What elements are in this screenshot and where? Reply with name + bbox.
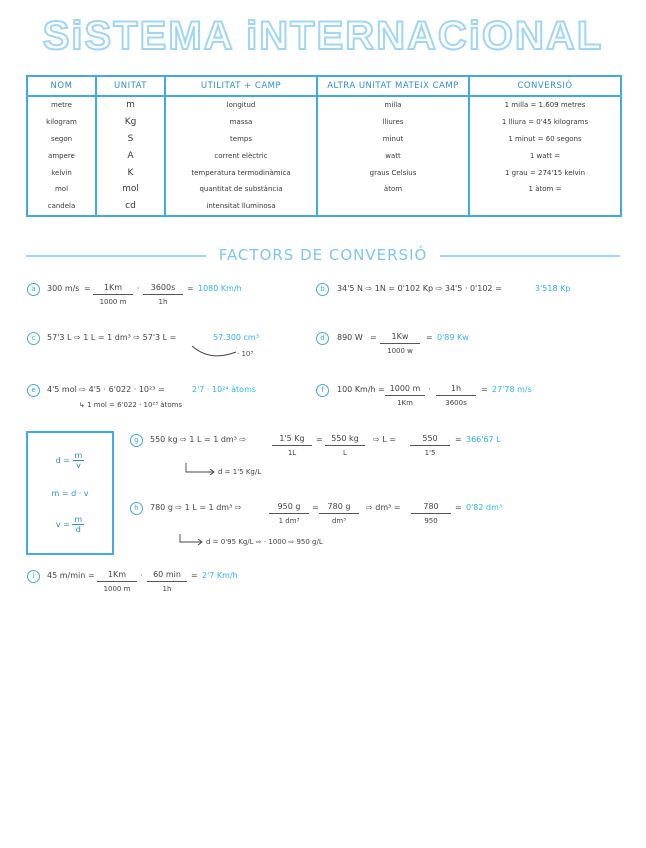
cell-unitat: mol (96, 181, 165, 198)
cell-conversio: 1 milla = 1.609 metres (469, 96, 621, 114)
cell-utilitat: corrent elèctric (165, 147, 317, 164)
section-title: FACTORS DE CONVERSIÓ (211, 246, 436, 264)
ex-a-eq1: = (84, 284, 91, 293)
ex-f-f2-num: 1h (436, 384, 476, 396)
cell-utilitat: temps (165, 131, 317, 148)
ex-b-text: 34'5 N ⇨ 1N = 0'102 Kp ⇨ 34'5 · 0'102 = (337, 284, 502, 293)
page-title: SiSTEMA iNTERNACiONAL (42, 14, 604, 58)
header-nom: NOM (27, 76, 96, 96)
ex-g-result: 366'67 L (466, 435, 501, 444)
header-utilitat: UTILITAT + CAMP (165, 76, 317, 96)
ex-f-result: 27'78 m/s (492, 385, 532, 394)
ex-f-f1-num: 1000 m (385, 384, 425, 396)
ex-h-eq2: = (455, 503, 462, 512)
cell-unitat: A (96, 147, 165, 164)
ex-d-value: 890 W (337, 333, 363, 342)
ex-i-eq2: = (191, 571, 198, 580)
exercise-label-e: e (27, 384, 40, 397)
curve-arrow (192, 346, 236, 356)
cell-utilitat: longitud (165, 96, 317, 114)
ex-g-note: d = 1'5 Kg/L (218, 468, 262, 476)
exercise-label-i: i (27, 570, 40, 583)
ex-g-f1-num: 1'5 Kg (272, 434, 312, 446)
cell-altra: watt (317, 147, 469, 164)
cell-altra: milla (317, 96, 469, 114)
cell-conversio: 1 lliura = 0'45 kilograms (469, 114, 621, 131)
exercise-label-h: h (130, 502, 143, 515)
ex-f-eq2: = (481, 385, 488, 394)
ex-i-op: · (140, 571, 143, 580)
ex-h-note: d = 0'95 Kg/L ⇨ · 1000 ⇨ 950 g/L (206, 538, 323, 546)
ex-a-result: 1080 Km/h (198, 284, 242, 293)
ex-d-f-den: 1000 w (387, 347, 413, 355)
exercise-label-g: g (130, 434, 143, 447)
ex-a-eq2: = (187, 284, 194, 293)
cell-altra: lliures (317, 114, 469, 131)
ex-f-op: · (428, 385, 431, 394)
ex-h-f1-den: 1 dm³ (278, 517, 300, 525)
cell-conversio: 1 àtom = (469, 181, 621, 198)
cell-nom: ampere (27, 147, 96, 164)
ex-f-value: 100 Km/h (337, 385, 376, 394)
ex-a-f2-den: 1h (158, 298, 168, 306)
ex-e-result: 2'7 · 10²⁴ àtoms (192, 385, 257, 394)
ex-g-f2-num: 550 kg (325, 434, 365, 446)
exercise-label-d: d (316, 332, 329, 345)
ex-h-text: 780 g ⇨ 1 L = 1 dm³ ⇨ (150, 503, 242, 512)
ex-i-f1-den: 1000 m (103, 585, 131, 593)
cell-unitat: K (96, 164, 165, 181)
cell-conversio: 1 grau = 274'15 kelvin (469, 164, 621, 181)
ex-f-eq1: = (378, 385, 385, 394)
ex-i-value: 45 m/min (47, 571, 86, 580)
ex-f-f1-den: 1Km (397, 399, 413, 407)
ex-d-eq2: = (426, 333, 433, 342)
ex-i-f1-num: 1Km (97, 570, 137, 582)
ex-h-result: 0'82 dm³ (466, 503, 503, 512)
cell-unitat: cd (96, 198, 165, 216)
arrow-g (186, 463, 214, 472)
cell-unitat: Kg (96, 114, 165, 131)
cell-unitat: m (96, 96, 165, 114)
exercise-label-c: c (27, 332, 40, 345)
ex-i-eq1: = (88, 571, 95, 580)
ex-g-text: 550 kg ⇨ 1 L = 1 dm³ ⇨ (150, 435, 247, 444)
ex-f-f2-den: 3600s (445, 399, 467, 407)
exercise-label-f: f (316, 384, 329, 397)
cell-nom: mol (27, 181, 96, 198)
cell-nom: segon (27, 131, 96, 148)
ex-g-f3-den: 1'5 (424, 449, 436, 457)
ex-g-arrow: ⇨ L = (373, 435, 396, 444)
cell-nom: candela (27, 198, 96, 216)
ex-e-text: 4'5 mol ⇨ 4'5 · 6'022 · 10²³ = (47, 385, 165, 394)
ex-g-eq2: = (455, 435, 462, 444)
ex-h-f3-num: 780 (411, 502, 451, 514)
cell-conversio: 1 watt = (469, 147, 621, 164)
ex-i-f2-num: 60 min (147, 570, 187, 582)
ex-a-op: · (137, 284, 140, 293)
cell-altra: minut (317, 131, 469, 148)
ex-h-f3-den: 950 (424, 517, 438, 525)
cell-nom: metre (27, 96, 96, 114)
header-conversio: CONVERSIÓ (469, 76, 621, 96)
header-altra-unitat: ALTRA UNITAT MATEIX CAMP (317, 76, 469, 96)
ex-c-text: 57'3 L ⇨ 1 L = 1 dm³ ⇨ 57'3 L = (47, 333, 177, 342)
cell-conversio: 1 minut = 60 segons (469, 131, 621, 148)
ex-i-f2-den: 1h (162, 585, 172, 593)
cell-utilitat: quantitat de substància (165, 181, 317, 198)
ex-e-note: ↳ 1 mol = 6'022 · 10²³ àtoms (79, 401, 183, 409)
ex-g-eq1: = (316, 435, 323, 444)
ex-d-result: 0'89 Kw (437, 333, 469, 342)
formula-mass: m = d · v (51, 489, 89, 498)
ex-g-f3-num: 550 (410, 434, 450, 446)
ex-d-eq1: = (370, 333, 377, 342)
formula-volume: v = $\frac{m}{d}$ (55, 515, 83, 534)
ex-a-f2-num: 3600s (143, 283, 183, 295)
ex-h-f1-num: 950 g (269, 502, 309, 514)
cell-unitat: S (96, 131, 165, 148)
ex-c-result: 57.300 cm³ (213, 333, 259, 342)
ex-g-f1-den: 1L (287, 449, 297, 457)
ex-d-f-num: 1Kw (380, 332, 420, 344)
cell-altra: graus Celsius (317, 164, 469, 181)
ex-a-f1-num: 1Km (93, 283, 133, 295)
cell-altra: àtom (317, 181, 469, 198)
cell-utilitat: temperatura termodinàmica (165, 164, 317, 181)
ex-c-note: · 10³ (237, 350, 254, 358)
cell-utilitat: massa (165, 114, 317, 131)
ex-h-f2-den: dm³ (331, 517, 347, 525)
cell-nom: kilogram (27, 114, 96, 131)
ex-h-arrow: ⇨ dm³ = (366, 503, 401, 512)
arrow-h (180, 534, 202, 542)
ex-a-f1-den: 1000 m (99, 298, 127, 306)
ex-i-result: 2'7 Km/h (202, 571, 238, 580)
ex-a-value: 300 m/s (47, 284, 80, 293)
formula-density: d = $\frac{m}{v}$ (55, 451, 83, 470)
ex-h-f2-num: 780 g (319, 502, 359, 514)
header-unitat: UNITAT (96, 76, 165, 96)
ex-g-f2-den: L (343, 449, 347, 457)
cell-utilitat: intensitat lluminosa (165, 198, 317, 216)
cell-nom: kelvin (27, 164, 96, 181)
exercise-label-a: a (27, 283, 40, 296)
exercise-label-b: b (316, 283, 329, 296)
ex-h-eq1: = (312, 503, 319, 512)
ex-b-result: 3'518 Kp (535, 284, 571, 293)
